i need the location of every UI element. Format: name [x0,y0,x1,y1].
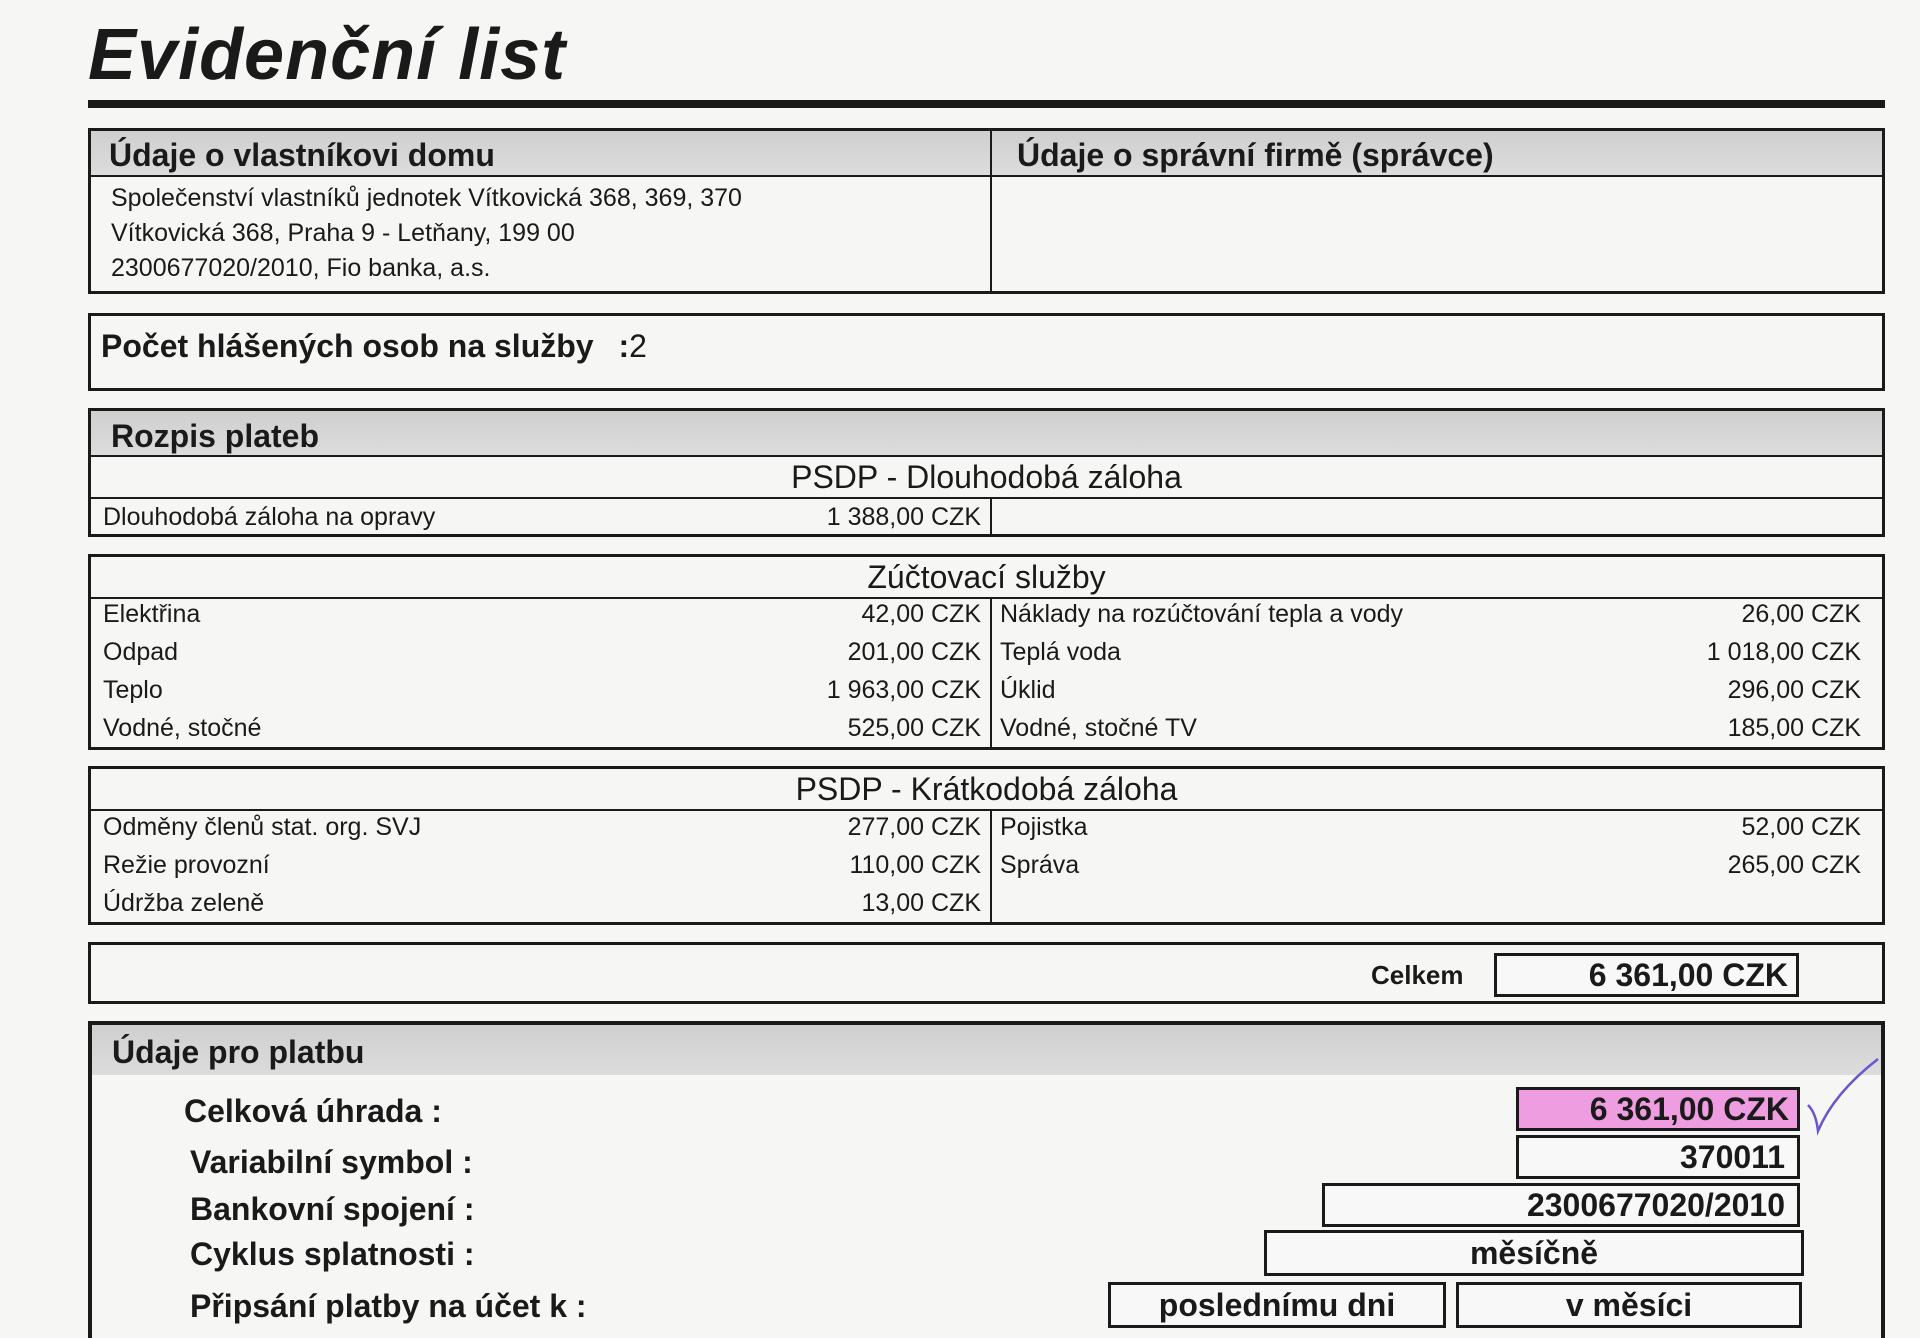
credit-date-value-1-text: poslednímu dni [1158,1287,1396,1323]
service-right-name-4: Vodné, stočné TV [1000,714,1197,742]
short-right-name-2: Správa [1000,851,1080,879]
total-box [88,942,1885,1004]
service-right-amount-4: 185,00 CZK [1727,714,1861,742]
payment-info-header: Údaje pro platbu [112,1034,365,1070]
persons-label-text: Počet hlášených osob na služby [101,328,594,364]
manager-header: Údaje o správní firmě (správce) [1017,137,1494,173]
credit-date-value-2-text: v měsíci [1565,1287,1693,1323]
title-rule [88,100,1885,108]
short-term-divider [990,809,992,922]
service-left-amount-3: 1 963,00 CZK [826,676,981,704]
services-title: Zúčtovací služby [867,559,1106,595]
total-label: Celkem [1371,960,1464,990]
bank-account-value [1322,1183,1800,1227]
services-rule [91,597,1882,599]
payment-cycle-value-text: měsíčně [1469,1235,1599,1271]
variable-symbol-value [1516,1135,1800,1179]
persons-box [88,313,1885,391]
payment-cycle-value [1264,1230,1804,1276]
short-left-amount-3: 13,00 CZK [861,889,981,917]
credit-date-value-2 [1456,1282,1802,1328]
service-right-amount-2: 1 018,00 CZK [1706,638,1861,666]
payments-box [88,408,1885,537]
document-title: Evidenční list [88,15,567,95]
bank-account-value-text: 2300677020/2010 [1526,1187,1785,1223]
service-right-name-3: Úklid [1000,676,1056,704]
short-term-rule [91,809,1882,811]
short-left-name-2: Režie provozní [103,851,270,879]
long-term-title: PSDP - Dlouhodobá záloha [791,459,1182,495]
total-payment-label: Celková úhrada : [184,1093,442,1129]
variable-symbol-value-text: 370011 [1679,1139,1785,1175]
service-right-name-2: Teplá voda [1000,638,1121,666]
service-left-name-1: Elektřina [103,600,201,628]
short-left-amount-1: 277,00 CZK [847,813,981,841]
short-term-title: PSDP - Krátkodobá záloha [795,771,1178,807]
short-left-name-1: Odměny členů stat. org. SVJ [103,813,422,841]
owner-line-1: Společenství vlastníků jednotek Vítkovická 368, 369, 370 [111,184,742,212]
owner-manager-box [88,128,1885,294]
service-left-amount-2: 201,00 CZK [847,638,981,666]
credit-date-label: Připsání platby na účet k : [190,1288,587,1324]
persons-value: 2 [629,328,647,364]
service-left-name-3: Teplo [103,676,163,704]
total-payment-value [1516,1087,1800,1131]
owner-header: Údaje o vlastníkovi domu [109,137,495,173]
short-right-amount-1: 52,00 CZK [1741,813,1861,841]
service-left-amount-4: 525,00 CZK [847,714,981,742]
short-term-box [88,766,1885,925]
short-right-name-1: Pojistka [1000,813,1088,841]
service-left-amount-1: 42,00 CZK [861,600,981,628]
service-right-name-1: Náklady na rozúčtování tepla a vody [1000,600,1404,628]
total-payment-value-text: 6 361,00 CZK [1589,1091,1789,1127]
payment-info-box [88,1021,1885,1338]
short-left-name-3: Údržba zeleně [103,889,265,917]
total-value [1494,953,1799,997]
services-divider [990,597,992,747]
checkmark-icon [1804,1053,1884,1143]
service-left-name-2: Odpad [103,638,179,666]
long-term-rule [91,497,1882,499]
payments-header: Rozpis plateb [111,418,320,454]
persons-separator: : [618,328,630,364]
service-right-amount-1: 26,00 CZK [1741,600,1861,628]
short-left-amount-2: 110,00 CZK [849,851,981,879]
variable-symbol-label: Variabilní symbol : [190,1144,473,1180]
persons-label [101,328,647,365]
owner-manager-divider [990,131,992,291]
long-term-row-name: Dlouhodobá záloha na opravy [103,503,436,531]
service-right-amount-3: 296,00 CZK [1727,676,1861,704]
long-term-row-amount: 1 388,00 CZK [826,503,981,531]
owner-line-3: 2300677020/2010, Fio banka, a.s. [111,254,491,282]
owner-line-2: Vítkovická 368, Praha 9 - Letňany, 199 00 [111,219,575,247]
total-value-text: 6 361,00 CZK [1588,957,1788,993]
services-box [88,554,1885,750]
bank-account-label: Bankovní spojení : [190,1191,475,1227]
short-right-amount-2: 265,00 CZK [1727,851,1861,879]
payment-cycle-label: Cyklus splatnosti : [190,1236,475,1272]
credit-date-value-1 [1108,1282,1446,1328]
service-left-name-4: Vodné, stočné [103,714,262,742]
long-term-divider [990,497,992,534]
payments-header-bar [91,411,1882,457]
